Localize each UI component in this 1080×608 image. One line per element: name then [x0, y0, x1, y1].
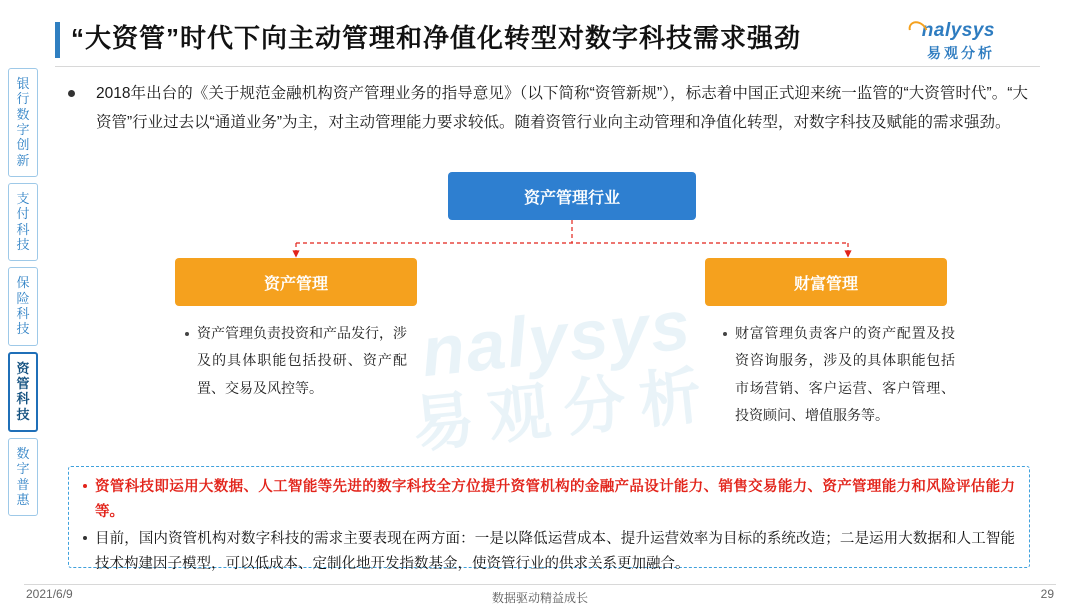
bullet-icon — [723, 332, 727, 336]
sidebar-item-banking[interactable]: 银行数字创新 — [8, 68, 38, 177]
diagram-detail-text: 财富管理负责客户的资产配置及投资咨询服务，涉及的具体职能包括市场营销、客户运营、客户管理、投资顾问、增值服务等。 — [735, 325, 955, 423]
watermark-cn: 易观分析 — [409, 360, 719, 461]
title-accent-bar — [55, 22, 60, 58]
bullet-icon — [185, 332, 189, 336]
diagram-detail-asset-management — [185, 320, 407, 402]
callout-item-secondary — [81, 527, 1015, 577]
diagram-detail-wealth-management — [723, 320, 955, 429]
logo-text-en: nalysys — [921, 20, 995, 41]
callout-text: 目前，国内资管机构对数字科技的需求主要表现在两方面：一是以降低运营成本、提升运营效率为目标的系统改造；二是运用大数据和人工智能技术构建因子模型，可以低成本、定制化地开发指数基金，使资管行业的供求关系更加融合。 — [95, 530, 1015, 572]
logo-text-cn: 易观分析 — [927, 45, 995, 61]
sidebar — [8, 68, 42, 522]
bullet-icon — [83, 484, 87, 488]
diagram-node-wealth-management: 财富管理 — [705, 258, 947, 306]
footer-tagline: 数据驱动精益成长 — [491, 591, 588, 605]
bullet-icon — [83, 536, 87, 540]
intro-paragraph — [68, 80, 1028, 137]
footer-date: 2021/6/9 — [26, 587, 73, 601]
sidebar-item-inclusive-finance[interactable]: 数字普惠 — [8, 438, 38, 516]
header — [55, 18, 995, 62]
callout-text: 资管科技即运用大数据、人工智能等先进的数字科技全方位提升资管机构的金融产品设计能力、销售交易能力、资产管理能力和风险评估能力等。 — [95, 479, 1015, 520]
bullet-icon — [68, 90, 75, 97]
callout-box — [68, 466, 1030, 572]
sidebar-item-asset-management[interactable]: 资管科技 — [8, 352, 38, 432]
page-title: “大资管”时代下向主动管理和净值化转型对数字科技需求强劲 — [71, 23, 802, 53]
intro-text: 2018年出台的《关于规范金融机构资产管理业务的指导意见》（以下简称“资管新规”），标志着中国正式迎来统一监管的“大资管时代”。“大资管”行业过去以“通道业务”为主，对主动管理能力要求较低。随着资管行业向主动管理和净值化转型，对数字科技及赋能的需求强劲。 — [96, 85, 1028, 131]
footer-page-number: 29 — [1040, 587, 1054, 601]
diagram-node-asset-management: 资产管理 — [175, 258, 417, 306]
sidebar-item-payment[interactable]: 支付科技 — [8, 183, 38, 261]
footer-divider — [24, 584, 1056, 585]
sidebar-item-insurance[interactable]: 保险科技 — [8, 267, 38, 345]
brand-logo — [922, 20, 995, 63]
diagram-node-root: 资产管理行业 — [448, 172, 696, 220]
title-divider — [55, 66, 1040, 67]
watermark-en: nalysys — [417, 285, 696, 392]
callout-item-highlight — [81, 475, 1015, 525]
diagram-detail-text: 资产管理负责投资和产品发行，涉及的具体职能包括投研、资产配置、交易及风控等。 — [197, 325, 407, 396]
